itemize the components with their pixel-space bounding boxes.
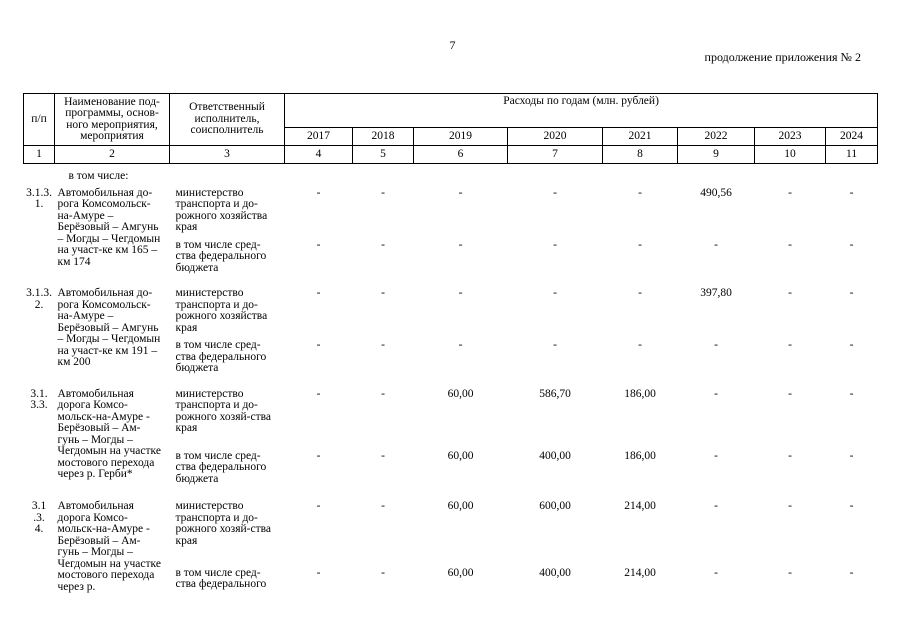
expense-value: 60,00: [447, 500, 474, 512]
row-number: 3.1.3. 2.: [26, 287, 52, 311]
executor-name: министерство транспорта и до-рожного хозяйства края: [175, 287, 268, 334]
year-header: 2021: [603, 128, 678, 146]
executor-name: министерство транспорта и до-рожного хозяй-ства края: [175, 500, 272, 547]
expense-value: -: [638, 186, 642, 199]
column-index: 7: [508, 146, 603, 164]
expense-value: -: [849, 339, 854, 351]
row-number: 3.1. 3.3.: [30, 387, 48, 411]
column-index: 6: [414, 146, 508, 164]
table-row: [24, 188, 878, 234]
expense-value: -: [316, 387, 321, 400]
federal-budget-label: в том числе сред-ства федерального бюджета: [175, 238, 267, 274]
expense-value: -: [553, 186, 557, 199]
expense-value: -: [553, 238, 557, 251]
expense-value: -: [788, 566, 792, 579]
expense-value: -: [316, 449, 321, 462]
expense-value: 60,00: [447, 387, 474, 400]
column-index: 8: [603, 146, 678, 164]
expense-value: -: [849, 566, 854, 579]
expense-value: 490,56: [700, 186, 732, 199]
expense-value: -: [381, 387, 385, 400]
expense-value: -: [381, 238, 385, 251]
expense-value: -: [788, 238, 792, 251]
expense-value: -: [316, 287, 321, 299]
year-header: 2019: [414, 128, 508, 146]
expense-value: -: [381, 186, 385, 199]
year-header: 2023: [755, 128, 826, 146]
expense-value: -: [788, 339, 792, 351]
expense-value: -: [788, 500, 792, 512]
expense-value: -: [714, 566, 718, 579]
expense-value: 397,80: [700, 287, 732, 299]
activity-name: Автомобильная до-рога Комсомольск-на-Амуре – Берёзовый – Амгунь – Могды – Чегдомын на участ-ке км 191 – км 200: [57, 287, 161, 368]
column-index: 4: [285, 146, 353, 164]
expense-value: -: [849, 387, 854, 400]
column-header-name: Наименование под-программы, основ-ного мероприятия, мероприятия: [55, 94, 170, 146]
executor-name: министерство транспорта и до-рожного хозяй-ства края: [175, 387, 272, 434]
column-index: 1: [24, 146, 55, 164]
expense-value: 60,00: [447, 566, 474, 579]
expense-value: -: [458, 186, 463, 199]
expense-value: -: [849, 500, 854, 512]
table-row: [24, 288, 878, 334]
year-header: 2017: [285, 128, 353, 146]
expense-value: -: [788, 186, 792, 199]
expense-value: -: [381, 287, 385, 299]
appendix-continuation-label: продолжение приложения № 2: [704, 50, 861, 64]
expense-value: 586,70: [539, 387, 571, 400]
table-row: [24, 501, 878, 550]
expense-value: -: [553, 339, 557, 351]
activity-name: Автомобильная до-рога Комсомольск-на-Амуре – Берёзовый – Амгунь – Могды – Чегдомын на участ-ке км 165 – км 174: [57, 186, 161, 268]
expense-value: -: [381, 500, 385, 512]
expense-value: -: [849, 449, 854, 462]
column-index: 2: [55, 146, 170, 164]
expense-value: -: [788, 449, 792, 462]
column-index: 11: [826, 146, 878, 164]
expense-value: -: [381, 339, 385, 351]
activity-name: Автомобильная дорога Комсо-мольск-на-Амуре - Берёзовый – Ам-гунь – Могды – Чегдомын на участке мостового перехода через р.: [57, 500, 161, 593]
expense-value: -: [458, 238, 463, 251]
expense-value: -: [458, 287, 463, 299]
expenses-table: [23, 93, 878, 593]
column-header-executor: Ответственный исполнитель, соисполнитель: [170, 94, 285, 146]
expense-value: -: [316, 500, 321, 512]
table-header-row: [24, 94, 878, 128]
expense-value: -: [714, 449, 718, 462]
year-header: 2018: [353, 128, 414, 146]
expense-value: -: [316, 566, 321, 579]
expense-value: 214,00: [624, 566, 656, 579]
page-number: 7: [449, 38, 456, 52]
expense-value: -: [638, 287, 642, 299]
expense-value: 186,00: [624, 449, 656, 462]
expense-value: -: [714, 238, 718, 251]
expense-value: -: [788, 387, 792, 400]
federal-budget-label: в том числе сред-ства федерального: [175, 566, 267, 591]
column-index: 5: [353, 146, 414, 164]
including-label: в том числе:: [68, 170, 129, 182]
expense-value: 400,00: [539, 449, 571, 462]
expense-value: -: [788, 287, 792, 299]
expense-value: -: [381, 449, 385, 462]
expense-value: -: [714, 500, 718, 512]
expense-value: 60,00: [447, 449, 474, 462]
expense-value: -: [714, 339, 718, 351]
expense-value: 186,00: [624, 387, 656, 400]
including-row: [24, 164, 878, 188]
expense-value: -: [849, 186, 854, 199]
column-header-expenses: Расходы по годам (млн. рублей): [285, 94, 878, 128]
activity-name: Автомобильная дорога Комсо-мольск-на-Амуре - Берёзовый – Ам-гунь – Могды – Чегдомын на участке мостового перехода через р. Герби*: [57, 387, 161, 480]
expense-value: 214,00: [624, 500, 656, 512]
column-index-row: [24, 146, 878, 164]
row-number: 3.1 .3. 4.: [31, 500, 47, 535]
expense-value: -: [849, 238, 854, 251]
expense-value: -: [316, 238, 321, 251]
expense-value: -: [458, 339, 463, 351]
federal-budget-label: в том числе сред-ства федерального бюджета: [175, 449, 267, 485]
column-index: 9: [678, 146, 755, 164]
spacer-row: [24, 485, 878, 501]
expense-value: -: [316, 186, 321, 199]
spacer-row: [24, 375, 878, 389]
spacer-row: [24, 274, 878, 288]
table-row: [24, 389, 878, 435]
expense-value: 600,00: [539, 500, 571, 512]
expense-value: -: [638, 339, 642, 351]
expense-value: -: [849, 287, 854, 299]
expense-value: -: [638, 238, 642, 251]
expense-value: -: [714, 387, 718, 400]
expense-value: -: [553, 287, 557, 299]
year-header: 2024: [826, 128, 878, 146]
federal-budget-label: в том числе сред-ства федерального бюджета: [175, 339, 267, 374]
year-header: 2020: [508, 128, 603, 146]
expense-value: -: [316, 339, 321, 351]
column-index: 3: [170, 146, 285, 164]
year-header: 2022: [678, 128, 755, 146]
row-number: 3.1.3. 1.: [26, 186, 52, 210]
executor-name: министерство транспорта и до-рожного хозяйства края: [175, 186, 268, 233]
column-index: 10: [755, 146, 826, 164]
column-header-number: п/п: [24, 94, 55, 146]
expense-value: 400,00: [539, 566, 571, 579]
expense-value: -: [381, 566, 385, 579]
